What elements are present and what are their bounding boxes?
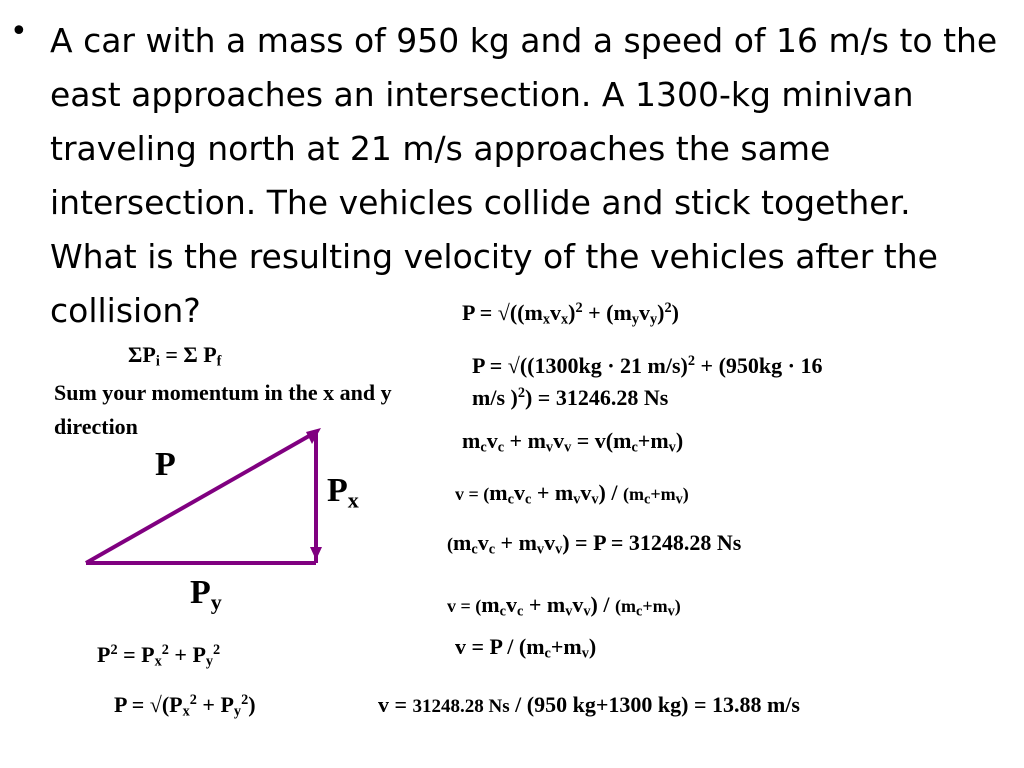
hypotenuse-vector-p: [86, 432, 316, 563]
equation-magnitude-root: $P = √(P_x^2 + P_y^2)$: [114, 692, 256, 720]
label-p: P: [155, 446, 176, 483]
arrowhead-px-icon: [310, 547, 322, 560]
arrowhead-p-icon: [306, 428, 321, 444]
equation-velocity-simplified: $v = P / (m_c+m_v)$: [455, 634, 597, 662]
instruction-note: Sum your momentum in the x and y direction: [54, 380, 392, 439]
label-px: $P_x$: [327, 472, 359, 513]
equation-magnitude-formula: $P = √((m_xv_x)^2 + (m_yv_y)^2)$: [462, 300, 679, 328]
equation-velocity-formula-2: $v = (m_cv_c + m_vv_v) / (m_c+m_v)$: [447, 592, 681, 620]
equation-pythagorean: $P^2 = P_x^2 + P_y^2$: [97, 642, 221, 670]
equation-line: m/s )$^2$) = 31246.28 Ns: [472, 385, 669, 410]
equation-momentum-conservation: $m_cv_c + m_vv_v = v(m_c+m_v)$: [462, 428, 684, 456]
bullet-point: •: [10, 14, 28, 49]
equation-total-momentum: $(m_cv_c + m_vv_v) = P = 31248.28$ Ns: [447, 530, 742, 558]
question-text: A car with a mass of 950 kg and a speed of 16 m/s to the east approaches an intersection. A 1300-kg minivan traveling north at 21 m/s approaches the same intersection. The vehicles collide and stick together. What is the resulting velocity of the vehicles after the collision?: [50, 21, 998, 330]
equation-line: P = √((1300kg · 21 m/s)$^2$ + (950kg · 16: [472, 353, 823, 378]
equation-conservation-principle: $\Sigma P_i = \Sigma$ $P_f$: [128, 342, 222, 370]
equation-velocity-result: v = 31248.28 Ns / (950 kg+1300 kg) = 13.88 m/s: [378, 692, 800, 717]
equation-velocity-formula-1: $v = (m_cv_c + m_vv_v) / (m_c+m_v)$: [455, 480, 689, 508]
label-py: $P_y$: [190, 574, 222, 615]
